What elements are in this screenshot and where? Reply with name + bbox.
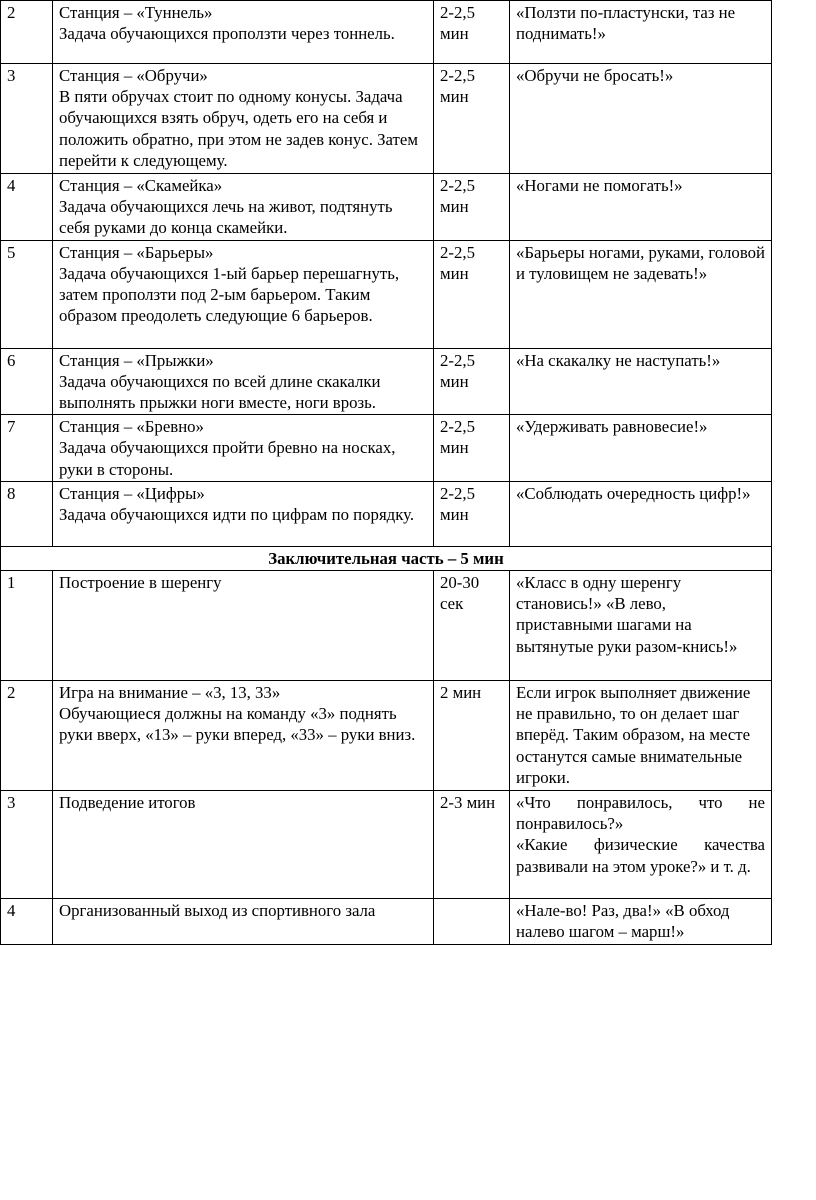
row-description (53, 240, 434, 348)
row-instruction: «Нале-во! Раз, два!» «В обход налево шагом – марш!» (510, 899, 772, 945)
row-number: 7 (1, 415, 53, 482)
station-title: Станция – «Туннель» (59, 3, 213, 22)
row-instruction: Если игрок выполняет движение не правильно, то он делает шаг вперёд. Таким образом, на месте останутся самые внимательные игроки. (510, 681, 772, 791)
table-row (1, 415, 772, 482)
table-row (1, 348, 772, 415)
section-header-row (1, 546, 772, 570)
row-number: 3 (1, 64, 53, 174)
instruction-question-1: «Что понравилось, что не понравилось?» (516, 793, 765, 834)
activity-title: Построение в шеренгу (59, 573, 222, 593)
row-number: 4 (1, 899, 53, 945)
station-title: Станция – «Барьеры» (59, 242, 214, 262)
table-row (1, 481, 772, 546)
row-description (53, 348, 434, 415)
row-time: 2-3 мин (434, 791, 510, 899)
row-description (53, 174, 434, 241)
row-time: 2-2,5 мин (434, 174, 510, 241)
table-row (1, 571, 772, 681)
row-time: 2-2,5 мин (434, 415, 510, 482)
row-number: 3 (1, 791, 53, 899)
row-number: 2 (1, 1, 53, 64)
row-description (53, 481, 434, 546)
row-description (53, 64, 434, 174)
row-number: 5 (1, 240, 53, 348)
station-title: Станция – «Бревно» (59, 417, 204, 437)
row-number: 4 (1, 174, 53, 241)
row-instruction: «Обручи не бросать!» (510, 64, 772, 174)
station-title: Станция – «Обручи» (59, 66, 208, 85)
activity-title: Подведение итогов (59, 793, 196, 813)
table-row (1, 681, 772, 791)
table-row (1, 791, 772, 899)
row-time: 2-2,5 мин (434, 64, 510, 174)
row-description (53, 1, 434, 64)
row-time: 2 мин (434, 681, 510, 791)
row-description (53, 681, 434, 791)
row-instruction: «Класс в одну шеренгу становись!» «В лево, приставными шагами на вытянутые руки разом-кнись!» (510, 571, 772, 681)
row-instruction: «Ногами не помогать!» (510, 174, 772, 241)
activity-title: Организованный выход из спортивного зала (59, 901, 376, 921)
station-task: Задача обучающихся по всей длине скакалки выполнять прыжки ноги вместе, ноги врозь. (59, 371, 381, 413)
station-task: Задача обучающихся пройти бревно на носках, руки в стороны. (59, 438, 396, 479)
row-description (53, 415, 434, 482)
table-row (1, 64, 772, 174)
station-task: В пяти обручах стоит по одному конусы. Задача обучающихся взять обруч, одеть его на себя и положить обратно, при этом не задев конус. Затем перейти к следующему. (59, 87, 418, 170)
row-time: 2-2,5 мин (434, 1, 510, 64)
table-row (1, 899, 772, 945)
row-number: 8 (1, 481, 53, 546)
table-row (1, 240, 772, 348)
row-time: 20-30 сек (434, 571, 510, 681)
row-number: 1 (1, 571, 53, 681)
row-instruction (510, 791, 772, 899)
row-time (434, 899, 510, 945)
row-time: 2-2,5 мин (434, 348, 510, 415)
station-title: Станция – «Скамейка» (59, 176, 223, 195)
row-description (53, 571, 434, 681)
section-heading: Заключительная часть – 5 мин (1, 546, 772, 570)
row-description (53, 899, 434, 945)
station-task: Задача обучающихся лечь на живот, подтянуть себя руками до конца скамейки. (59, 197, 393, 238)
station-task: Задача обучающихся 1-ый барьер перешагнуть, затем проползти под 2-ым барьером. Таким образом преодолеть следующие 6 барьеров. (59, 263, 400, 326)
row-number: 2 (1, 681, 53, 791)
table-row (1, 1, 772, 64)
row-instruction: «Удерживать равновесие!» (510, 415, 772, 482)
row-instruction: «На скакалку не наступать!» (510, 348, 772, 415)
table-row (1, 174, 772, 241)
row-instruction: «Ползти по-пластунски, таз не поднимать!» (510, 1, 772, 64)
row-instruction: «Барьеры ногами, руками, головой и туловищем не задевать!» (510, 240, 772, 348)
row-instruction: «Соблюдать очередность цифр!» (510, 481, 772, 546)
instruction-question-2: «Какие физические качества развивали на этом уроке?» и т. д. (516, 835, 765, 876)
row-time: 2-2,5 мин (434, 481, 510, 546)
row-time: 2-2,5 мин (434, 240, 510, 348)
activity-title: Игра на внимание – «3, 13, 33» (59, 683, 281, 703)
station-title: Станция – «Прыжки» (59, 350, 214, 370)
station-task: Задача обучающихся идти по цифрам по порядку. (59, 505, 415, 525)
row-number: 6 (1, 348, 53, 415)
station-title: Станция – «Цифры» (59, 483, 205, 503)
station-task: Задача обучающихся проползти через тоннель. (59, 24, 395, 44)
row-description (53, 791, 434, 899)
activity-task: Обучающиеся должны на команду «3» поднять руки вверх, «13» – руки вперед, «33» – руки вниз. (59, 704, 416, 745)
